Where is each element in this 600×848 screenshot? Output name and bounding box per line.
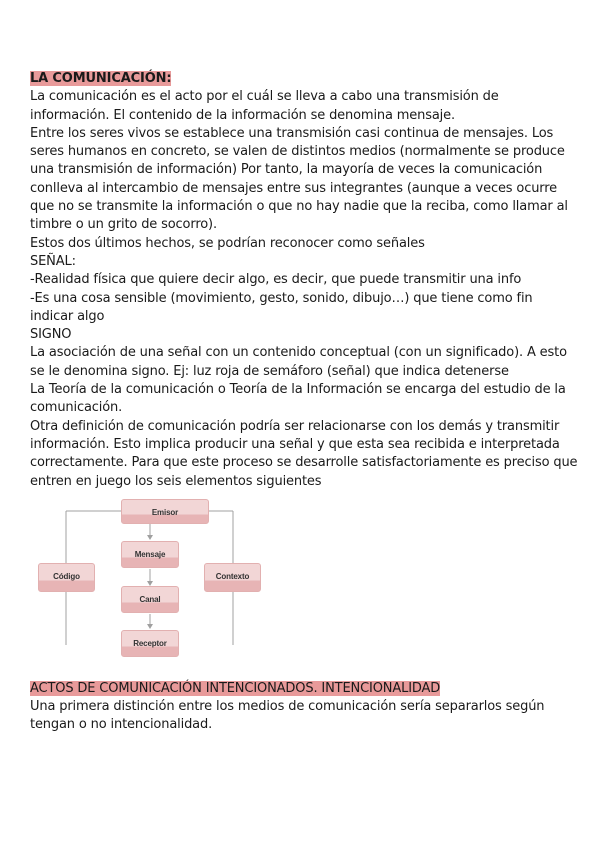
section2-paragraph: Una primera distinción entre los medios de comunicación sería separarlos según tengan o no intencionalidad.: [30, 699, 545, 733]
communication-diagram: [30, 497, 578, 672]
diagram-node-mensaje: Mensaje: [121, 541, 179, 568]
senal-point-1: -Realidad física que quiere decir algo, es decir, que puede transmitir una info: [30, 272, 522, 288]
diagram-node-canal: Canal: [121, 586, 179, 613]
paragraph-teoria: La Teoría de la comunicación o Teoría de la Información se encarga del estudio de la comunicación.: [30, 382, 566, 416]
diagram-node-emisor: Emisor: [121, 499, 209, 524]
doc-title-text: LA COMUNICACIÓN:: [30, 71, 172, 86]
paragraph-signo: La asociación de una señal con un contenido conceptual (con un significado). A esto se le denomina signo. Ej: luz roja de semáforo (señal) que indica detenerse: [30, 345, 567, 379]
doc-title: [30, 70, 578, 88]
senal-point-2: -Es una cosa sensible (movimiento, gesto, sonido, dibujo…) que tiene como fin indicar algo: [30, 290, 533, 324]
document-page: [30, 70, 578, 735]
paragraph-otra-definicion: Otra definición de comunicación podría ser relacionarse con los demás y transmitir información. Esto implica producir una señal y que esta sea recibida e interpretada correctamente. Para que este proceso se desarrolle satisfactoriamente es preciso que entren en juego los seis elementos siguientes: [30, 418, 578, 489]
paragraph-senales: Estos dos últimos hechos, se podrían reconocer como señales: [30, 235, 425, 251]
diagram-node-receptor: Receptor: [121, 630, 179, 657]
diagram-node-codigo: Código: [38, 563, 95, 592]
section2-title-line: [30, 680, 578, 698]
paragraph-seres-vivos: Entre los seres vivos se establece una transmisión casi continua de mensajes. Los seres humanos en concreto, se valen de distintos medios (normalmente se produce una transmisión de información) Por tanto, la mayoría de veces la comunicación conlleva al intercambio de mensajes entre sus integrantes (aunque a veces ocurre que no se transmite la información o que no hay nadie que la reciba, como llamar al timbre o un grito de socorro).: [30, 125, 568, 233]
diagram-node-contexto: Contexto: [204, 563, 261, 592]
paragraph-definition: La comunicación es el acto por el cuál se lleva a cabo una transmisión de información. El contenido de la información se denomina mensaje.: [30, 89, 499, 123]
heading-senal: SEÑAL:: [30, 253, 76, 269]
heading-signo: SIGNO: [30, 327, 72, 343]
diagram-connectors: [30, 497, 578, 672]
section2-title: ACTOS DE COMUNICACIÓN INTENCIONADOS. INTENCIONALIDAD: [30, 680, 441, 696]
